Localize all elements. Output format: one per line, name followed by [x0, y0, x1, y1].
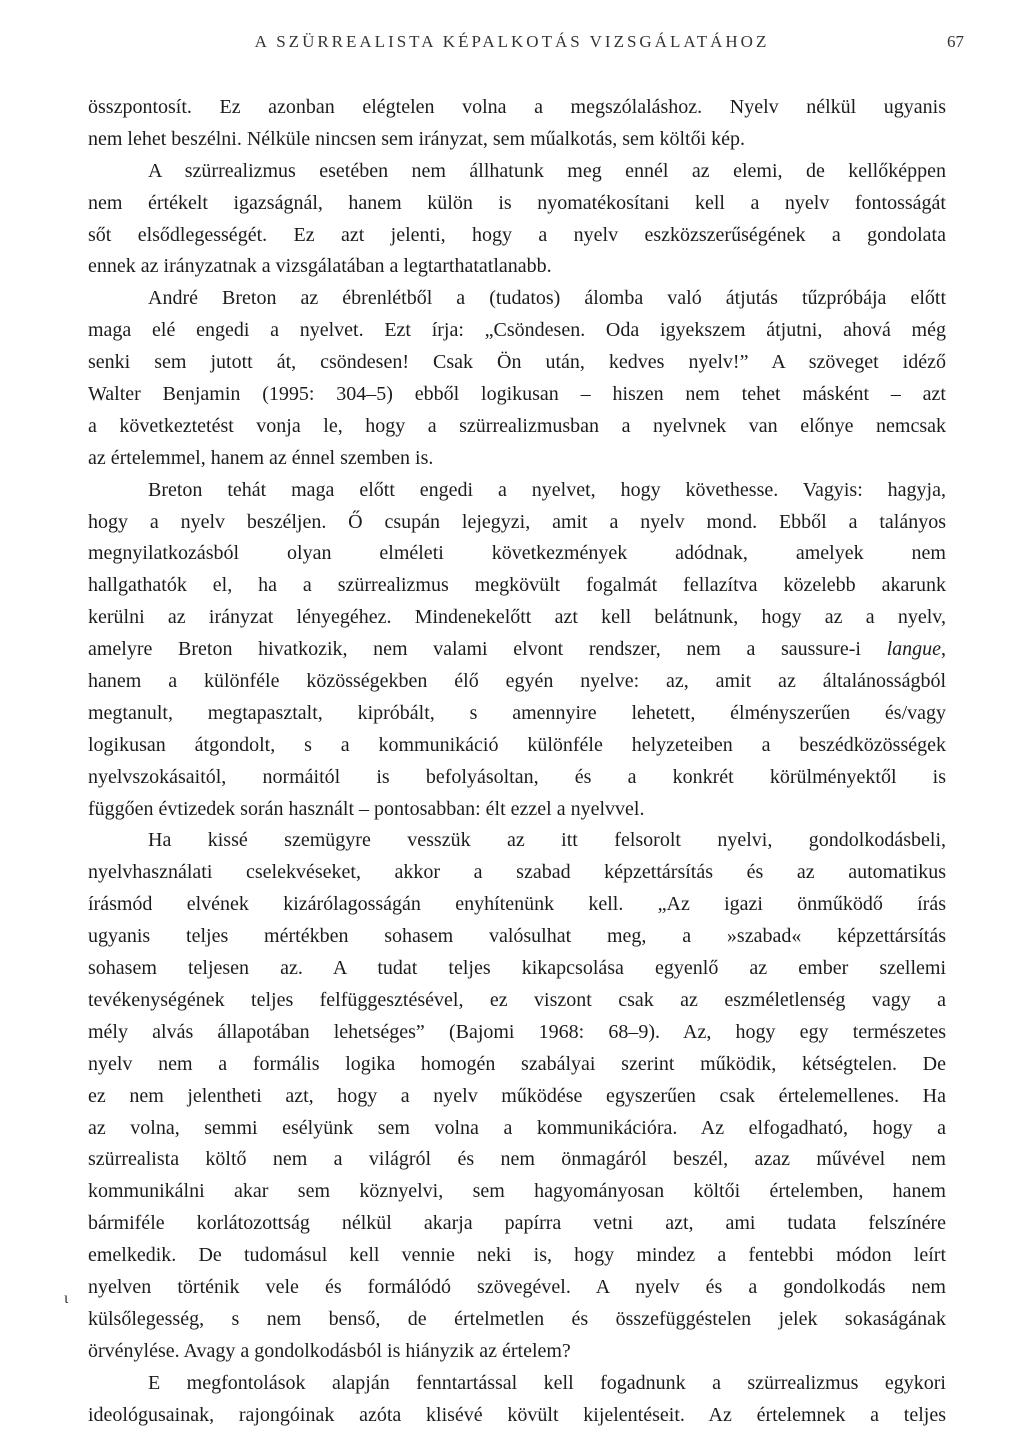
text-line: Walter Benjamin (1995: 304–5) ebből logikusan – hiszen nem tehet másként – azt [88, 383, 946, 406]
body-text [88, 92, 946, 1431]
text-line: hallgathatók el, ha a szürrealizmus megkövült fogalmát fellazítva közelebb akarunk [88, 574, 946, 597]
text-line: megtanult, megtapasztalt, kipróbált, s amennyire lehetett, élményszerűen és/vagy [88, 701, 946, 724]
text-line: nyelv nem a formális logika homogén szabályai szerint működik, kétségtelen. De [88, 1052, 946, 1075]
text-line: tevékenységének teljes felfüggesztésével, ez viszont csak az eszméletlenség vagy a [88, 988, 946, 1011]
text-line: nem lehet beszélni. Nélküle nincsen sem irányzat, sem műalkotás, sem költői kép. [88, 127, 746, 150]
text-line: E megfontolások alapján fenntartással kell fogadnunk a szürrealizmus egykori [148, 1371, 946, 1394]
text-line: sőt elsődlegességét. Ez azt jelenti, hogy a nyelv eszközszerűségének a gondolata [88, 223, 946, 246]
text-line: Ha kissé szemügyre vesszük az itt felsorolt nyelvi, gondolkodásbeli, [148, 829, 946, 852]
running-head [0, 32, 1024, 56]
text-line: külsőlegesség, s nem benső, de értelmetlen és összefüggéstelen jelek sokaságának [88, 1307, 946, 1330]
text-line: összpontosít. Ez azonban elégtelen volna a megszólaláshoz. Nyelv nélkül ugyanis [88, 96, 946, 118]
text-line: Breton tehát maga előtt engedi a nyelvet, hogy követhesse. Vagyis: hagyja, [148, 478, 946, 501]
text-line: hanem a különféle közösségekben élő egyén nyelve: az, amit az általánosságból [88, 670, 946, 693]
text-line: mély alvás állapotában lehetséges” (Bajomi 1968: 68–9). Az, hogy egy természetes [88, 1020, 946, 1043]
text-line: nyelven történik vele és formálódó szövegével. A nyelv és a gondolkodás nem [88, 1275, 946, 1298]
page-number: 67 [947, 32, 964, 51]
text-line: sohasem teljesen az. A tudat teljes kikapcsolása egyenlő az ember szellemi [88, 957, 946, 980]
text-line: logikusan átgondolt, s a kommunikáció különféle helyzeteiben a beszédközösségek [88, 733, 946, 756]
text-line: megnyilatkozásból olyan elméleti következmények adódnak, amelyek nem [88, 542, 946, 565]
text-line: kommunikálni akar sem köznyelvi, sem hagyományosan költői értelemben, hanem [88, 1180, 946, 1203]
text-line: ennek az irányzatnak a vizsgálatában a legtarthatatlanabb. [88, 255, 552, 278]
text-line: a következtetést vonja le, hogy a szürrealizmusban a nyelvnek van előnye nemcsak [88, 414, 946, 437]
text-line: függően évtizedek során használt – pontosabban: élt ezzel a nyelvvel. [88, 797, 645, 820]
text-line: emelkedik. De tudomásul kell vennie neki is, hogy mindez a fentebbi módon leírt [88, 1244, 946, 1267]
text-line: ez nem jelentheti azt, hogy a nyelv működése egyszerűen csak értelemellenes. Ha [88, 1084, 946, 1107]
text-line: bármiféle korlátozottság nélkül akarja papírra vetni azt, ami tudata felszínére [88, 1212, 946, 1235]
text-line: az volna, semmi esélyünk sem volna a kommunikációra. Az elfogadható, hogy a [88, 1116, 946, 1139]
text-line: ideológusainak, rajongóinak azóta klisévé kövült kijelentéseit. Az értelemnek a teljes [88, 1403, 946, 1426]
text-line: hogy a nyelv beszéljen. Ő csupán lejegyzi, amit a nyelv mond. Ebből a talányos [88, 510, 946, 533]
text-line: nem értékelt igazságnál, hanem külön is nyomatékosítani kell a nyelv fontosságát [88, 191, 946, 214]
text-line: ugyanis teljes mértékben sohasem valósulhat meg, a »szabad« képzettársítás [88, 925, 946, 948]
text-line: örvénylése. Avagy a gondolkodásból is hiányzik az értelem? [88, 1339, 571, 1362]
running-title: A SZÜRREALISTA KÉPALKOTÁS VIZSGÁLATÁHOZ [254, 32, 770, 51]
text-line: szürrealista költő nem a világról és nem önmagáról beszél, azaz művével nem [88, 1148, 946, 1171]
text-line: írásmód elvének kizárólagosságán enyhítenünk kell. „Az igazi önműködő írás [88, 893, 946, 916]
margin-mark: ι [64, 1290, 69, 1307]
text-line: nyelvszokásaitól, normáitól is befolyásoltan, és a konkrét körülményektől is [88, 765, 946, 788]
text-line: A szürrealizmus esetében nem állhatunk meg ennél az elemi, de kellőképpen [148, 159, 946, 182]
text-line: André Breton az ébrenlétből a (tudatos) álomba való átjutás tűzpróbája előtt [148, 287, 946, 310]
text-line: nyelvhasználati cselekvéseket, akkor a szabad képzettársítás és az automatikus [88, 861, 946, 884]
text-line: maga elé engedi a nyelvet. Ezt írja: „Csöndesen. Oda igyekszem átjutni, ahová még [88, 319, 946, 342]
text-line: senki sem jutott át, csöndesen! Csak Ön után, kedves nyelv!” A szöveget idéző [88, 351, 946, 374]
text-line: kerülni az irányzat lényegéhez. Mindenekelőtt azt kell belátnunk, hogy az a nyelv, [88, 606, 946, 629]
text-line: amelyre Breton hivatkozik, nem valami elvont rendszer, nem a saussure-i langue, [88, 638, 946, 661]
text-line: az értelemmel, hanem az énnel szemben is. [88, 446, 434, 469]
italic-term: langue [886, 638, 941, 661]
